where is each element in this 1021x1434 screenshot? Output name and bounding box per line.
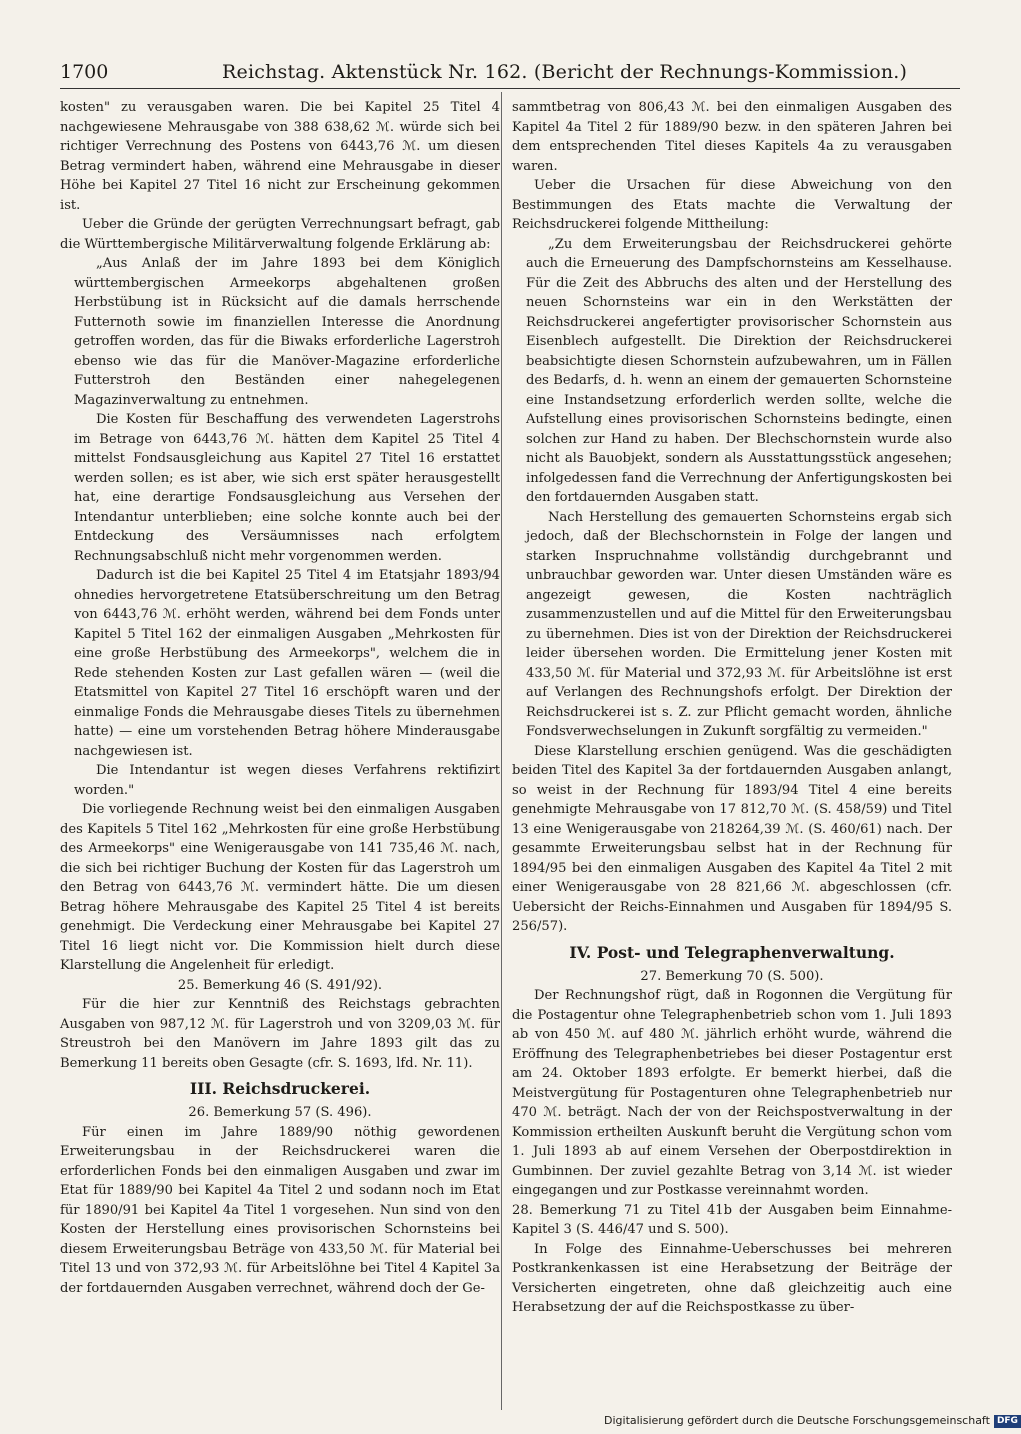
- right-column: [512, 98, 952, 1408]
- paragraph: Für die hier zur Kenntniß des Reichstags gebrachten Ausgaben von 987,12 ℳ. für Lagerstroh und von 3209,03 ℳ. für Streustroh bei den Manövern im Jahre 1893 gilt das zu Bemerkung 11 bereits oben Gesagte (cfr. S. 1693, lfd. Nr. 11).: [60, 997, 500, 1071]
- paragraph: sammtbetrag von 806,43 ℳ. bei den einmaligen Ausgaben des Kapitel 4a Titel 2 für 1889/90 bezw. in den späteren Jahren bei dem entsprechenden Titel dieses Kapitels 4a zu verausgaben waren.: [512, 100, 952, 174]
- column-divider: [501, 92, 502, 1410]
- dfg-logo: DFG: [994, 1415, 1021, 1428]
- remark-heading: 27. Bemerkung 70 (S. 500).: [640, 968, 824, 984]
- running-title: Reichstag. Aktenstück Nr. 162. (Bericht der Rechnungs-Kommission.): [222, 61, 908, 83]
- section-heading: IV. Post- und Telegraphenverwaltung.: [569, 942, 895, 962]
- page-number: 1700: [60, 61, 109, 83]
- paragraph: Ueber die Ursachen für diese Abweichung von den Bestimmungen des Etats machte die Verwaltung der Reichsdruckerei folgende Mittheilung:: [512, 178, 952, 232]
- paragraph: Nach Herstellung des gemauerten Schornsteins ergab sich jedoch, daß der Blechschornstein in Folge der langen und starken Inspruchnahme vollständig durchgebrannt und unbrauchbar geworden war. Unter diesen Umständen wäre es angezeigt gewesen, die Kosten nachträglich zusammenzustellen und auf die Mittel für den Erweiterungsbau zu übernehmen. Dies ist von der Direktion der Reichsdruckerei leider übersehen worden. Die Ermittelung jener Kosten mit 433,50 ℳ. für Material und 372,93 ℳ. für Arbeitslöhne ist erst auf Verlangen des Rechnungshofs erfolgt. Der Direktion der Reichsdruckerei ist s. Z. zur Pflicht gemacht worden, ähnliche Fondsverwechselungen in Zukunft sorgfältig zu vermeiden.": [526, 509, 952, 739]
- paragraph: Diese Klarstellung erschien genügend. Was die geschädigten beiden Titel des Kapitel 3a der fortdauernden Ausgaben anlangt, so weist in der Rechnung für 1893/94 Titel 4 eine bereits genehmigte Mehrausgabe von 17 812,70 ℳ. (S. 458/59) und Titel 13 eine Wenigerausgabe von 218264,39 ℳ. (S. 460/61) nach. Der gesammte Erweiterungsbau selbst hat in der Rechnung für 1894/95 bei den einmaligen Ausgaben des Kapitel 4a Titel 2 mit einer Wenigerausgabe von 28 821,66 ℳ. abgeschlossen (cfr. Uebersicht der Reichs-Einnahmen und Ausgaben für 1894/95 S. 256/57).: [512, 743, 952, 934]
- paragraph: Ueber die Gründe der gerügten Verrechnungsart befragt, gab die Württembergische Militärverwaltung folgende Erklärung ab:: [60, 217, 500, 252]
- left-column: [60, 98, 500, 1408]
- paragraph: Die Kosten für Beschaffung des verwendeten Lagerstrohs im Betrage von 6443,76 ℳ. hätten dem Kapitel 25 Titel 4 mittelst Fondsausgleichung aus Kapitel 27 Titel 16 erstattet werden sollen; es ist aber, wie sich erst später herausgestellt hat, eine derartige Fondsausgleichung aus Versehen der Intendantur unterblieben; eine solche konnte auch bei der Entdeckung des Versäumnisses nach erfolgtem Rechnungsabschluß nicht mehr vorgenommen werden.: [74, 412, 500, 564]
- paragraph: 28. Bemerkung 71 zu Titel 41b der Ausgaben beim Einnahme-Kapitel 3 (S. 446/47 und S. 500).: [512, 1202, 952, 1237]
- paragraph: Für einen im Jahre 1889/90 nöthig gewordenen Erweiterungsbau in der Reichsdruckerei waren die erforderlichen Fonds bei den einmaligen Ausgaben und zwar im Etat für 1889/90 bei Kapitel 4a Titel 2 und sodann noch im Etat für 1890/91 bei Kapitel 4a Titel 1 vorgesehen. Nun sind von den Kosten der Herstellung eines provisorischen Schornsteins bei diesem Erweiterungsbau Beträge von 433,50 ℳ. für Material bei Titel 13 und von 372,93 ℳ. für Arbeitslöhne bei Titel 4 Kapitel 3a der fortdauernden Ausgaben verrechnet, während doch der Ge-: [60, 1124, 500, 1296]
- paragraph: Dadurch ist die bei Kapitel 25 Titel 4 im Etatsjahr 1893/94 ohnedies hervorgetretene Etatsüberschreitung um den Betrag von 6443,76 ℳ. erhöht werden, während bei dem Fonds unter Kapitel 5 Titel 162 der einmaligen Ausgaben „Mehrkosten für eine große Herbstübung des Armeekorps", welchem die in Rede stehenden Kosten zur Last gefallen wären — (weil die Etatsmittel von Kapitel 27 Titel 16 erschöpft waren und der einmalige Fonds die Mehrausgabe dieses Titels zu übernehmen hatte) — eine um vorstehenden Betrag höhere Minderausgabe nachgewiesen ist.: [74, 568, 500, 759]
- paragraph: In Folge des Einnahme-Ueberschusses bei mehreren Postkrankenkassen ist eine Herabsetzung der Beiträge der Versicherten eingetreten, ohne daß gleichzeitig auch eine Herabsetzung der auf die Reichspostkasse zu über-: [512, 1241, 952, 1315]
- section-heading: III. Reichsdruckerei.: [189, 1079, 371, 1098]
- remark-heading: 25. Bemerkung 46 (S. 491/92).: [177, 977, 383, 993]
- paragraph: kosten" zu verausgaben waren. Die bei Kapitel 25 Titel 4 nachgewiesene Mehrausgabe von 388 638,62 ℳ. würde sich bei richtiger Verrechnung des Postens von 6443,76 ℳ. um diesen Betrag vermindert haben, während eine Mehrausgabe in dieser Höhe bei Kapitel 27 Titel 16 nicht zur Erscheinung gekommen ist.: [60, 100, 500, 213]
- paragraph: Der Rechnungshof rügt, daß in Rogonnen die Vergütung für die Postagentur ohne Telegraphenbetrieb schon vom 1. Juli 1893 ab von 450 ℳ. auf 480 ℳ. jährlich erhöht wurde, während die Eröffnung des Telegraphenbetriebes bei dieser Postagentur erst am 24. Oktober 1893 erfolgte. Er bemerkt hierbei, daß die Meistvergütung für Postagenturen ohne Telegraphenbetrieb nur 470 ℳ. beträgt. Nach der von der Reichspostverwaltung in der Kommission ertheilten Auskunft beruht die Vergütung schon vom 1. Juli 1893 ab auf einem Versehen der Oberpostdirektion in Gumbinnen. Der zuviel gezahlte Betrag von 3,14 ℳ. ist wieder eingegangen und zur Postkasse vereinnahmt worden.: [512, 988, 952, 1198]
- paragraph: „Zu dem Erweiterungsbau der Reichsdruckerei gehörte auch die Erneuerung des Dampfschornsteins am Kesselhause. Für die Zeit des Abbruchs des alten und der Herstellung des neuen Schornsteins war ein in den Werkstätten der Reichsdruckerei angefertigter provisorischer Schornstein aus Eisenblech aufgestellt. Die Direktion der Reichsdruckerei beabsichtigte diesen Schornstein aufzubewahren, um in Fällen des Bedarfs, d. h. wenn an einem der gemauerten Schornsteine eine Instandsetzung erforderlich werden sollte, welche die Aufstellung eines provisorischen Schornsteins bedingte, einen solchen zur Hand zu haben. Der Blechschornstein wurde also nicht als Bauobjekt, sondern als Ausstattungsstück angesehen; infolgedessen fand die Verrechnung der Anfertigungskosten bei den fortdauernden Ausgaben statt.: [526, 236, 952, 505]
- paragraph: Die vorliegende Rechnung weist bei den einmaligen Ausgaben des Kapitels 5 Titel 162 „Mehrkosten für eine große Herbstübung des Armeekorps" eine Wenigerausgabe von 141 735,46 ℳ. nach, die sich bei richtiger Buchung der Kosten für das Lagerstroh um den Betrag von 6443,76 ℳ. vermindert hätte. Die um diesen Betrag höhere Mehrausgabe des Kapitel 25 Titel 4 ist bereits genehmigt. Die Verdeckung einer Mehrausgabe bei Kapitel 27 Titel 16 liegt nicht vor. Die Kommission hielt durch diese Klarstellung die Angelenheit für erledigt.: [60, 802, 500, 973]
- paragraph: „Aus Anlaß der im Jahre 1893 bei dem Königlich württembergischen Armeekorps abgehaltenen großen Herbstübung ist in Rücksicht auf die damals herrschende Futternoth sowie im finanziellen Interesse die Anordnung getroffen worden, das für die Biwaks erforderliche Lagerstroh ebenso wie das für die Manöver-Magazine erforderliche Futterstroh den Beständen einer nahegelegenen Magazinverwaltung zu entnehmen.: [74, 256, 500, 408]
- paragraph: Die Intendantur ist wegen dieses Verfahrens rektifizirt worden.": [74, 763, 500, 798]
- header-rule: [60, 88, 960, 89]
- page-header: [60, 58, 960, 86]
- remark-heading: 26. Bemerkung 57 (S. 496).: [188, 1105, 372, 1120]
- footer-credit: Digitalisierung gefördert durch die Deutsche Forschungsgemeinschaft: [604, 1414, 990, 1427]
- footer: [604, 1413, 1018, 1429]
